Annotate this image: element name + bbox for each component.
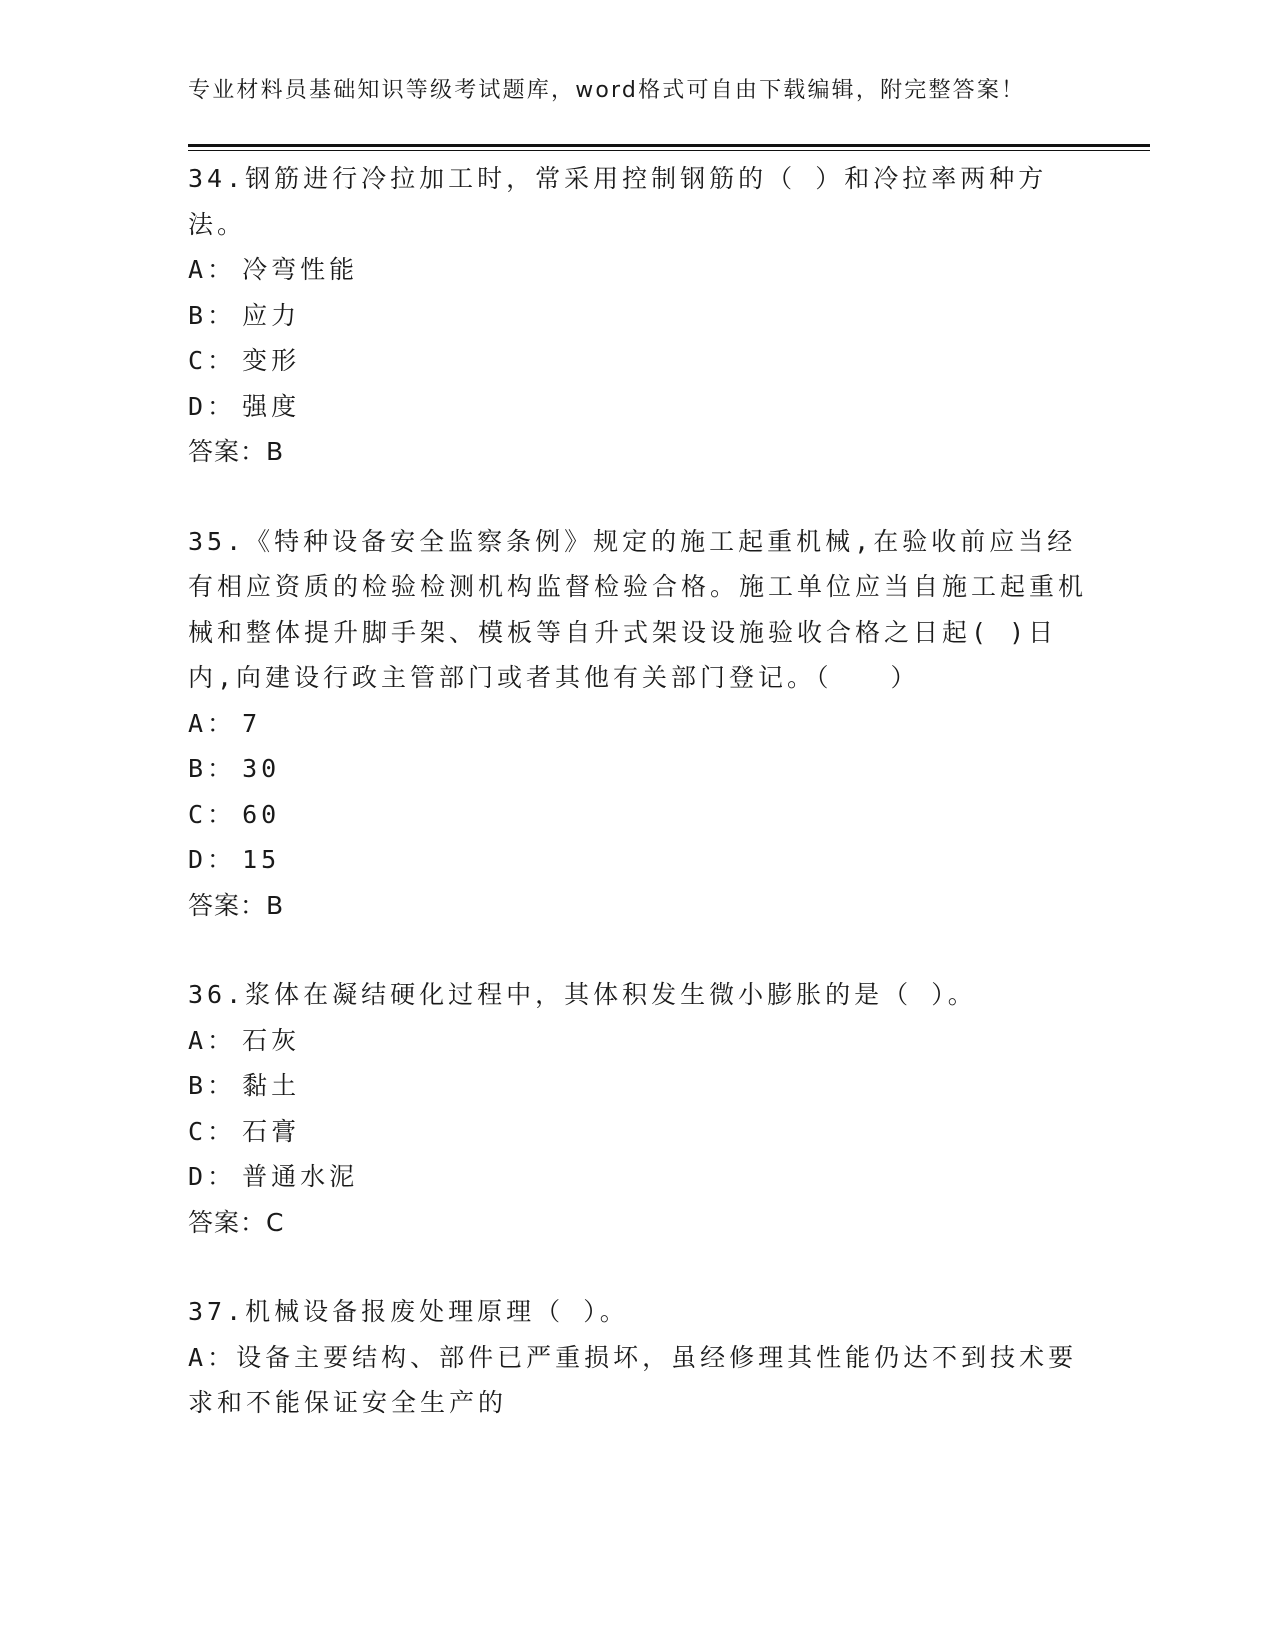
option-text: 普通水泥 bbox=[242, 1162, 359, 1191]
option-label: B： bbox=[188, 1071, 237, 1100]
option-text: 30 bbox=[242, 754, 281, 783]
answer-value: B bbox=[266, 890, 285, 920]
option-text: 15 bbox=[242, 845, 281, 874]
option-a bbox=[188, 247, 1088, 293]
option-label: D： bbox=[188, 1162, 237, 1191]
header-rule-thick bbox=[188, 144, 1150, 147]
option-label: A： bbox=[188, 708, 237, 738]
page-header: 专业材料员基础知识等级考试题库，word格式可自由下载编辑，附完整答案！ bbox=[188, 78, 1026, 103]
question-37 bbox=[188, 1289, 1088, 1426]
answer-label: 答案： bbox=[188, 1207, 267, 1237]
option-label: C： bbox=[188, 1116, 237, 1146]
option-text: 应力 bbox=[242, 300, 301, 330]
option-d bbox=[188, 837, 1088, 883]
option-text: 黏土 bbox=[242, 1071, 301, 1100]
option-label: A： bbox=[188, 255, 237, 284]
option-label: A： bbox=[188, 1342, 237, 1372]
option-text: 变形 bbox=[242, 346, 301, 375]
question-34 bbox=[188, 156, 1088, 475]
question-list bbox=[188, 156, 1088, 1470]
answer-line bbox=[188, 883, 1088, 929]
option-text: 60 bbox=[242, 799, 281, 829]
answer-value: B bbox=[266, 437, 285, 466]
option-c bbox=[188, 792, 1088, 838]
option-text: 7 bbox=[242, 708, 262, 738]
option-label: D： bbox=[188, 845, 237, 874]
option-d bbox=[188, 1154, 1088, 1200]
answer-line bbox=[188, 429, 1088, 475]
option-c bbox=[188, 338, 1088, 384]
answer-line bbox=[188, 1200, 1088, 1246]
option-a bbox=[188, 1335, 1088, 1426]
option-label: C： bbox=[188, 346, 237, 375]
option-label: D： bbox=[188, 391, 237, 421]
option-label: C： bbox=[188, 799, 237, 829]
answer-label: 答案： bbox=[188, 437, 267, 466]
option-b bbox=[188, 746, 1088, 792]
question-text: 34.钢筋进行冷拉加工时，常采用控制钢筋的（ ）和冷拉率两种方法。 bbox=[188, 164, 1048, 239]
option-b bbox=[188, 1063, 1088, 1109]
option-label: B： bbox=[188, 300, 237, 330]
option-text: 设备主要结构、部件已严重损坏，虽经修理其性能仍达不到技术要求和不能保证安全生产的 bbox=[188, 1342, 1078, 1417]
option-c bbox=[188, 1109, 1088, 1155]
answer-label: 答案： bbox=[188, 890, 267, 920]
option-text: 石膏 bbox=[242, 1116, 301, 1146]
option-b bbox=[188, 293, 1088, 339]
question-text: 35.《特种设备安全监察条例》规定的施工起重机械,在验收前应当经有相应资质的检验检测机构监督检验合格。施工单位应当自施工起重机械和整体提升脚手架、模板等自升式架设设施验收合格之日起( )日内,向建设行政主管部门或者其他有关部门登记。（ ） bbox=[188, 526, 1088, 692]
header-rule-thin bbox=[188, 150, 1150, 151]
answer-value: C bbox=[266, 1207, 285, 1237]
option-text: 冷弯性能 bbox=[242, 255, 359, 284]
option-label: A： bbox=[188, 1025, 237, 1055]
question-36 bbox=[188, 972, 1088, 1245]
option-a bbox=[188, 1018, 1088, 1064]
question-text: 36.浆体在凝结硬化过程中，其体积发生微小膨胀的是（ ）。 bbox=[188, 980, 977, 1009]
option-d bbox=[188, 384, 1088, 430]
question-35 bbox=[188, 519, 1088, 929]
option-label: B： bbox=[188, 754, 237, 783]
option-text: 石灰 bbox=[242, 1025, 301, 1055]
option-a bbox=[188, 701, 1088, 747]
option-text: 强度 bbox=[242, 391, 301, 421]
question-text: 37.机械设备报废处理原理（ ）。 bbox=[188, 1297, 629, 1326]
